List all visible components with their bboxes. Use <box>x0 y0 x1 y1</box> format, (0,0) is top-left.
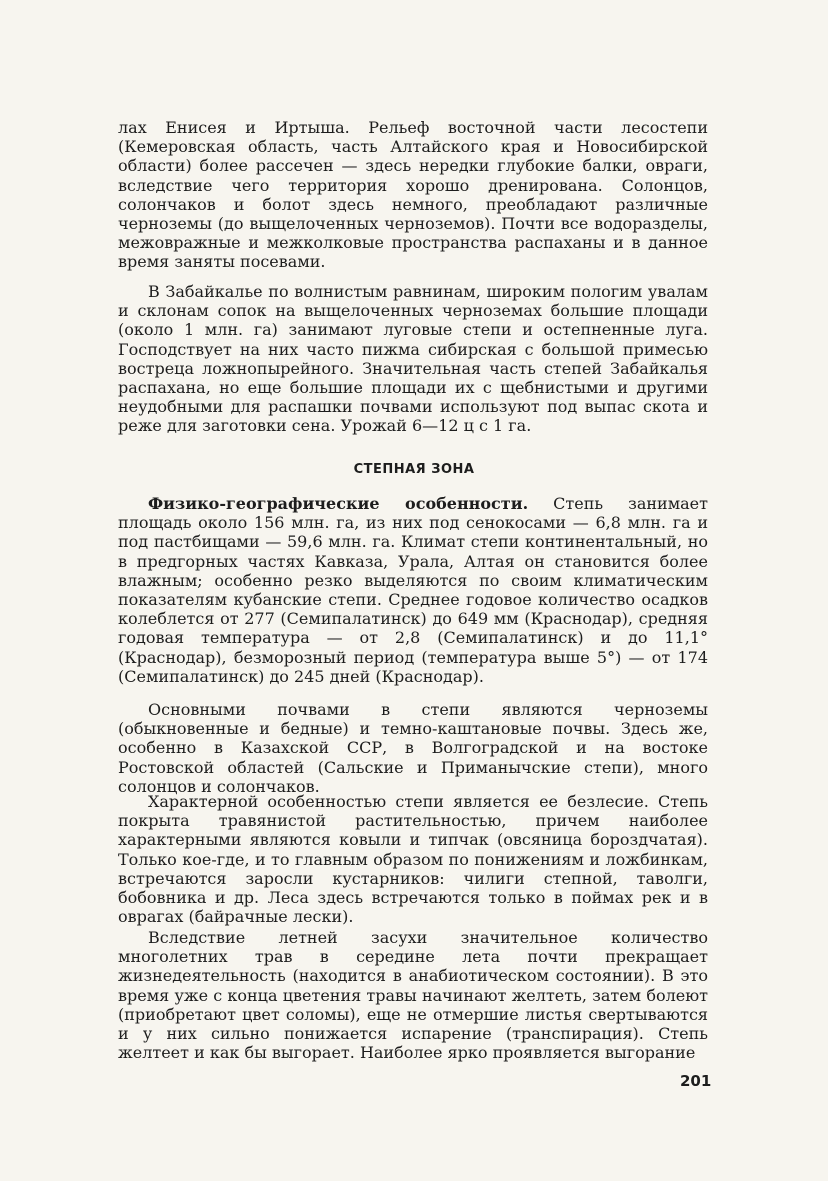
paragraph-text: Вследствие летней засухи значительное количество многолетних трав в середине лета почти прекращает жизнедеятельность (находится в анабиотическом состоянии). В это время уже с конца цветения травы начинают желтеть, затем болеют (приобретают цвет соломы), еще не отмершие листья свертываются и у них сильно понижается испарение (транспирация). Степь желтеет и как бы выгорает. Наиболее ярко проявляется выгорание <box>118 928 708 1063</box>
paragraph-text: Основными почвами в степи являются черноземы (обыкновенные и бедные) и темно-каштановые почвы. Здесь же, особенно в Казахской ССР, в Волгоградской и на востоке Ростовской областей (Сальские и Приманычские степи), много солонцов и солончаков. <box>118 700 708 796</box>
paragraph-soils <box>118 700 708 796</box>
paragraph-text <box>118 494 708 686</box>
paragraph-treelessness <box>118 792 708 926</box>
page-number: 201 <box>680 1072 712 1090</box>
paragraph-physical-geography <box>118 494 708 686</box>
section-title: СТЕПНАЯ ЗОНА <box>353 462 475 477</box>
paragraph-text: В Забайкалье по волнистым равнинам, широким пологим увалам и склонам сопок на выщелоченных черноземах большие площади (около 1 млн. га) занимают луговые степи и остепненные луга. Господствует на них часто пижма сибирская с большой примесью вострецa ложнопырейного. Значительная часть степей Забайкалья распахана, но еще большие площади их с щебнистыми и другими неудобными для распашки почвами используют под выпас скота и реже для заготовки сена. Урожай 6—12 ц с 1 га. <box>118 282 708 436</box>
run-in-heading: Физико-географические особенности. <box>148 494 529 513</box>
paragraph-text: Характерной особенностью степи является ее безлесие. Степь покрыта травянистой растительностью, причем наиболее характерными являются ковыли и типчак (овсяница бороздчатая). Только кое-где, и то главным образом по понижениям и ложбинкам, встречаются заросли кустарников: чилиги степной, таволги, бобовника и др. Леса здесь встречаются только в поймах рек и в оврагах (байрачные лески). <box>118 792 708 927</box>
paragraph-summer-drought <box>118 928 708 1062</box>
paragraph-text: лах Енисея и Иртыша. Рельеф восточной части лесостепи (Кемеровская область, часть Алтайского края и Новосибирской области) более рассечен — здесь нередки глубокие балки, овраги, вследствие чего территория хорошо дренирована. Солонцов, солончаков и болот здесь немного, преобладают различные черноземы (до выщелоченных черноземов). Почти все водоразделы, межовражные и межколковые пространства распаханы и в данное время заняты посевами. <box>118 118 708 272</box>
paragraph-forest-steppe-relief <box>118 118 708 272</box>
paragraph-body: Степь занимает площадь около 156 млн. га, из них под сенокосами — 6,8 млн. га и под пастбищами — 59,6 млн. га. Климат степи континентальный, но в предгорных частях Кавказа, Урала, Алтая он становится более влажным; особенно резко выделяются по своим климатическим показателям кубанские степи. Среднее годовое количество осадков колеблется от 277 (Семипалатинск) до 649 мм (Краснодар), средняя годовая температура — от 2,8 (Семипалатинск) и до 11,1° (Краснодар), безморозный период (температура выше 5°) — от 174 (Семипалатинск) до 245 дней (Краснодар). <box>118 494 708 686</box>
paragraph-transbaikalia <box>118 282 708 436</box>
